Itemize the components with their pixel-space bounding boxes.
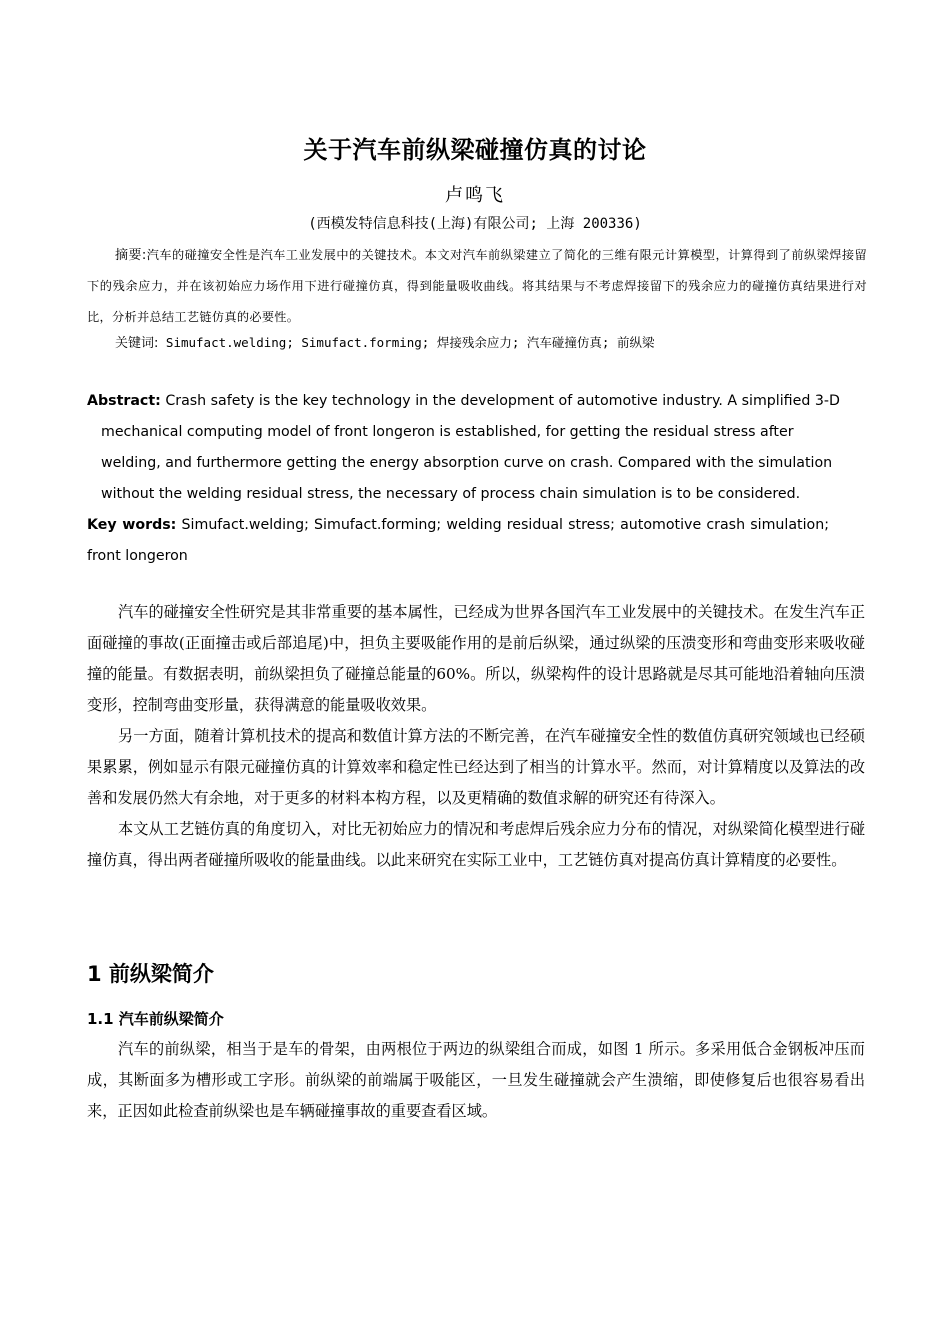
intro-paragraph-2: 另一方面，随着计算机技术的提高和数值计算方法的不断完善，在汽车碰撞安全性的数值仿真研究领域也已经硕果累累，例如显示有限元碰撞仿真的计算效率和稳定性已经达到了相当的计算水平。然而，对计算精度以及算法的改善和发展仍然大有余地，对于更多的材料本构方程，以及更精确的数值求解的研究还有待深入。 <box>87 727 865 807</box>
english-keywords <box>87 510 829 572</box>
chinese-keywords-label: 关键词: <box>115 336 159 351</box>
section-paragraph: 汽车的前纵梁，相当于是车的骨架，由两根位于两边的纵梁组合而成，如图 1 所示。多采用低合金钢板冲压而成，其断面多为槽形或工字形。前纵梁的前端属于吸能区，一旦发生碰撞就会产生溃缩，即使修复后也很容易看出来，正因如此检查前纵梁也是车辆碰撞事故的重要查看区域。 <box>87 1040 865 1120</box>
english-abstract-line-3: welding, and furthermore getting the energy absorption curve on crash. Compared with the simulation <box>101 455 833 471</box>
english-abstract-line-1: Crash safety is the key technology in the development of automotive industry. A simplified 3-D <box>165 393 840 409</box>
english-abstract-line-4: without the welding residual stress, the necessary of process chain simulation is to be considered. <box>101 486 801 502</box>
section-heading: 1 前纵梁简介 <box>87 962 214 986</box>
chinese-abstract-label: 摘要: <box>115 248 147 263</box>
chinese-abstract-text: 汽车的碰撞安全性是汽车工业发展中的关键技术。本文对汽车前纵梁建立了简化的三维有限元计算模型，计算得到了前纵梁焊接留下的残余应力，并在该初始应力场作用下进行碰撞仿真，得到能量吸收曲线。将其结果与不考虑焊接留下的残余应力的碰撞仿真结果进行对比，分析并总结工艺链仿真的必要性。 <box>87 248 867 324</box>
english-abstract <box>87 386 867 510</box>
english-keywords-text: Simufact.welding; Simufact.forming; welding residual stress; automotive crash simulation; front longeron <box>87 517 829 564</box>
english-abstract-label: Abstract: <box>87 393 161 409</box>
intro-paragraph-3: 本文从工艺链仿真的角度切入，对比无初始应力的情况和考虑焊后残余应力分布的情况，对纵梁简化模型进行碰撞仿真，得出两者碰撞所吸收的能量曲线。以此来研究在实际工业中，工艺链仿真对提高仿真计算精度的必要性。 <box>87 820 865 869</box>
english-keywords-label: Key words: <box>87 517 177 533</box>
introduction <box>87 597 865 876</box>
author-name: 卢鸣飞 <box>445 185 505 206</box>
english-abstract-line-2: mechanical computing model of front longeron is established, for getting the residual stress after <box>101 424 794 440</box>
paper-title: 关于汽车前纵梁碰撞仿真的讨论 <box>303 136 647 164</box>
intro-paragraph-1: 汽车的碰撞安全性研究是其非常重要的基本属性，已经成为世界各国汽车工业发展中的关键技术。在发生汽车正面碰撞的事故(正面撞击或后部追尾)中，担负主要吸能作用的是前后纵梁，通过纵梁的压溃变形和弯曲变形来吸收碰撞的能量。有数据表明，前纵梁担负了碰撞总能量的60%。所以，纵梁构件的设计思路就是尽其可能地沿着轴向压溃变形，控制弯曲变形量，获得满意的能量吸收效果。 <box>87 603 865 714</box>
subsection-heading: 1.1 汽车前纵梁简介 <box>87 1010 224 1028</box>
chinese-keywords <box>115 331 875 356</box>
section-body <box>87 1034 865 1127</box>
chinese-keywords-text: Simufact.welding; Simufact.forming; 焊接残余应力; 汽车碰撞仿真; 前纵梁 <box>165 335 655 350</box>
affiliation: (西模发特信息科技(上海)有限公司; 上海 200336) <box>308 216 642 232</box>
chinese-abstract <box>87 240 867 333</box>
